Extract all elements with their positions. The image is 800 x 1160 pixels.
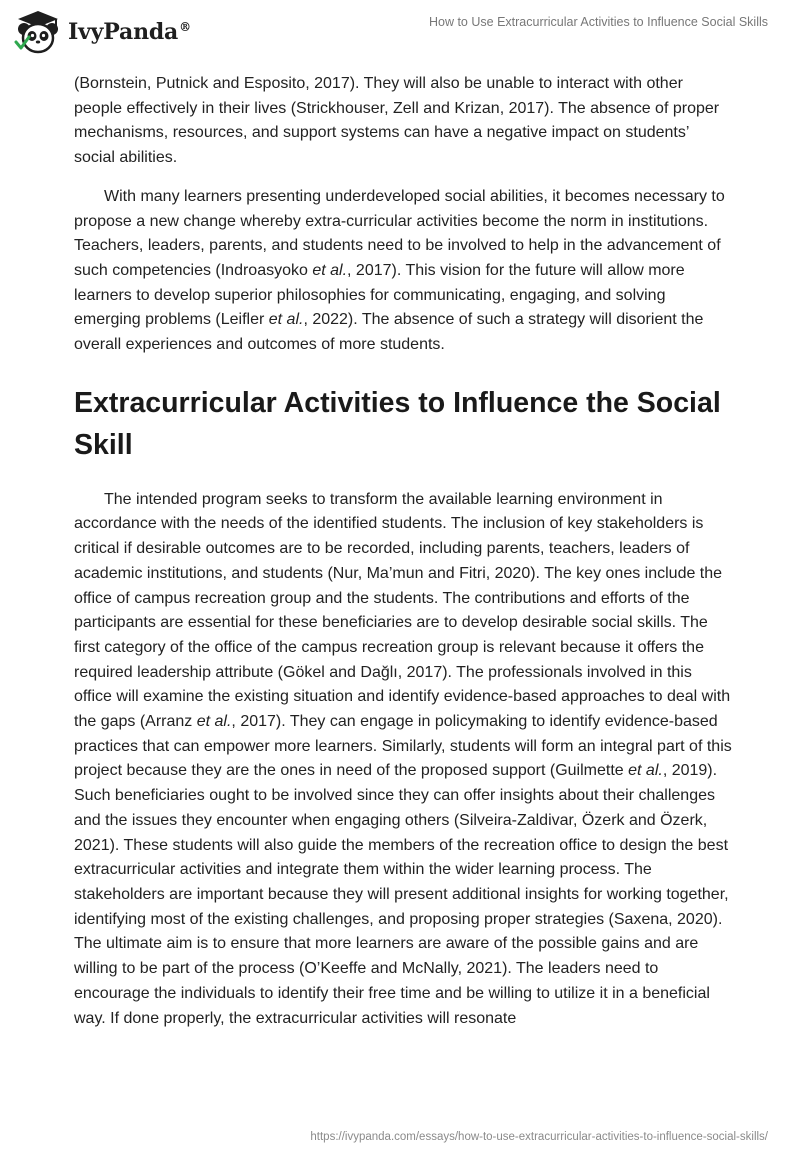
paragraph [74,72,734,171]
panda-graduate-icon [14,9,62,55]
brand-label: IvyPanda [68,19,179,45]
ivypanda-logo[interactable] [14,8,191,56]
source-url[interactable]: https://ivypanda.com/essays/how-to-use-extracurricular-activities-to-influence-social-skills/ [310,1131,768,1143]
text-run: With many learners presenting underdeveloped social abilities, it becomes necessary to propose a new change whereby extra-curricular activities become the norm in institutions. Teachers, leaders, parents, and students need to be involved to help in the advancement of such competencies (Indroasyoko [74,187,725,279]
essay-content [74,72,734,1045]
text-run: , 2017). This vision for the future will allow more learners to develop superior philosophies for communicating, engaging, and solving emerging problems (Leifler [74,261,685,329]
text-run: , 2017). They can engage in policymaking to identify evidence-based practices that can empower more learners. Similarly, students will form an integral part of this project because they are the ones in need of the proposed support (Guilmette [74,713,732,780]
italic-text: et al. [312,261,348,279]
text-run: (Bornstein, Putnick and Esposito, 2017). They will also be unable to interact with other people effectively in their lives (Strickhouser, Zell and Krizan, 2017). The absence of proper mechanisms, resources, and support systems can have a negative impact on students’ social abilities. [74,75,720,167]
paragraph [74,488,734,1031]
text-run: , 2022). The absence of such a strategy will disorient the overall experiences and outcomes of more students. [74,311,704,354]
text-run: The intended program seeks to transform the available learning environment in accordance with the needs of the identified students. The inclusion of key stakeholders is critical if desirable outcomes are to be recorded, including parents, teachers, leaders of academic institutions, and students (Nur, Ma’mun and Fitri, 2020). The key ones include the office of campus recreation group and the students. The contributions and efforts of the participants are essential for these beneficiaries are to develop desirable social skills. The first category of the office of the campus recreation group is relevant because it offers the required leadership attribute (Gökel and Dağlı, 2017). The professionals involved in this office will examine the existing situation and identify evidence-based approaches to deal with the gaps (Arranz [74,490,731,731]
document-title: How to Use Extracurricular Activities to Influence Social Skills [428,15,768,29]
page-header [0,0,800,66]
italic-text: et al. [196,713,232,731]
text-run: , 2019). Such beneficiaries ought to be involved since they can offer insights about their challenges and the issues they encounter when engaging others (Silveira-Zaldivar, Özerk and Özerk, 2021). These students will also guide the members of the recreation office to design the best extracurricular activities and integrate them within the wider learning process. The stakeholders are important because they will present additional insights for working together, identifying most of the existing challenges, and proposing proper strategies (Saxena, 2020). The ultimate aim is to ensure that more learners are aware of the possible gains and are willing to be part of the process (O’Keeffe and McNally, 2021). The leaders need to encourage the individuals to identify their free time and be willing to utilize it in a beneficial way. If done properly, the extracurricular activities will resonate [74,762,729,1027]
italic-text: et al. [628,762,663,780]
italic-text: et al. [268,311,304,329]
paragraph [74,185,734,358]
section-heading: Extracurricular Activities to Influence the Social Skill [74,386,721,461]
brand-registered-mark: ® [179,19,191,34]
brand-name [68,19,191,45]
